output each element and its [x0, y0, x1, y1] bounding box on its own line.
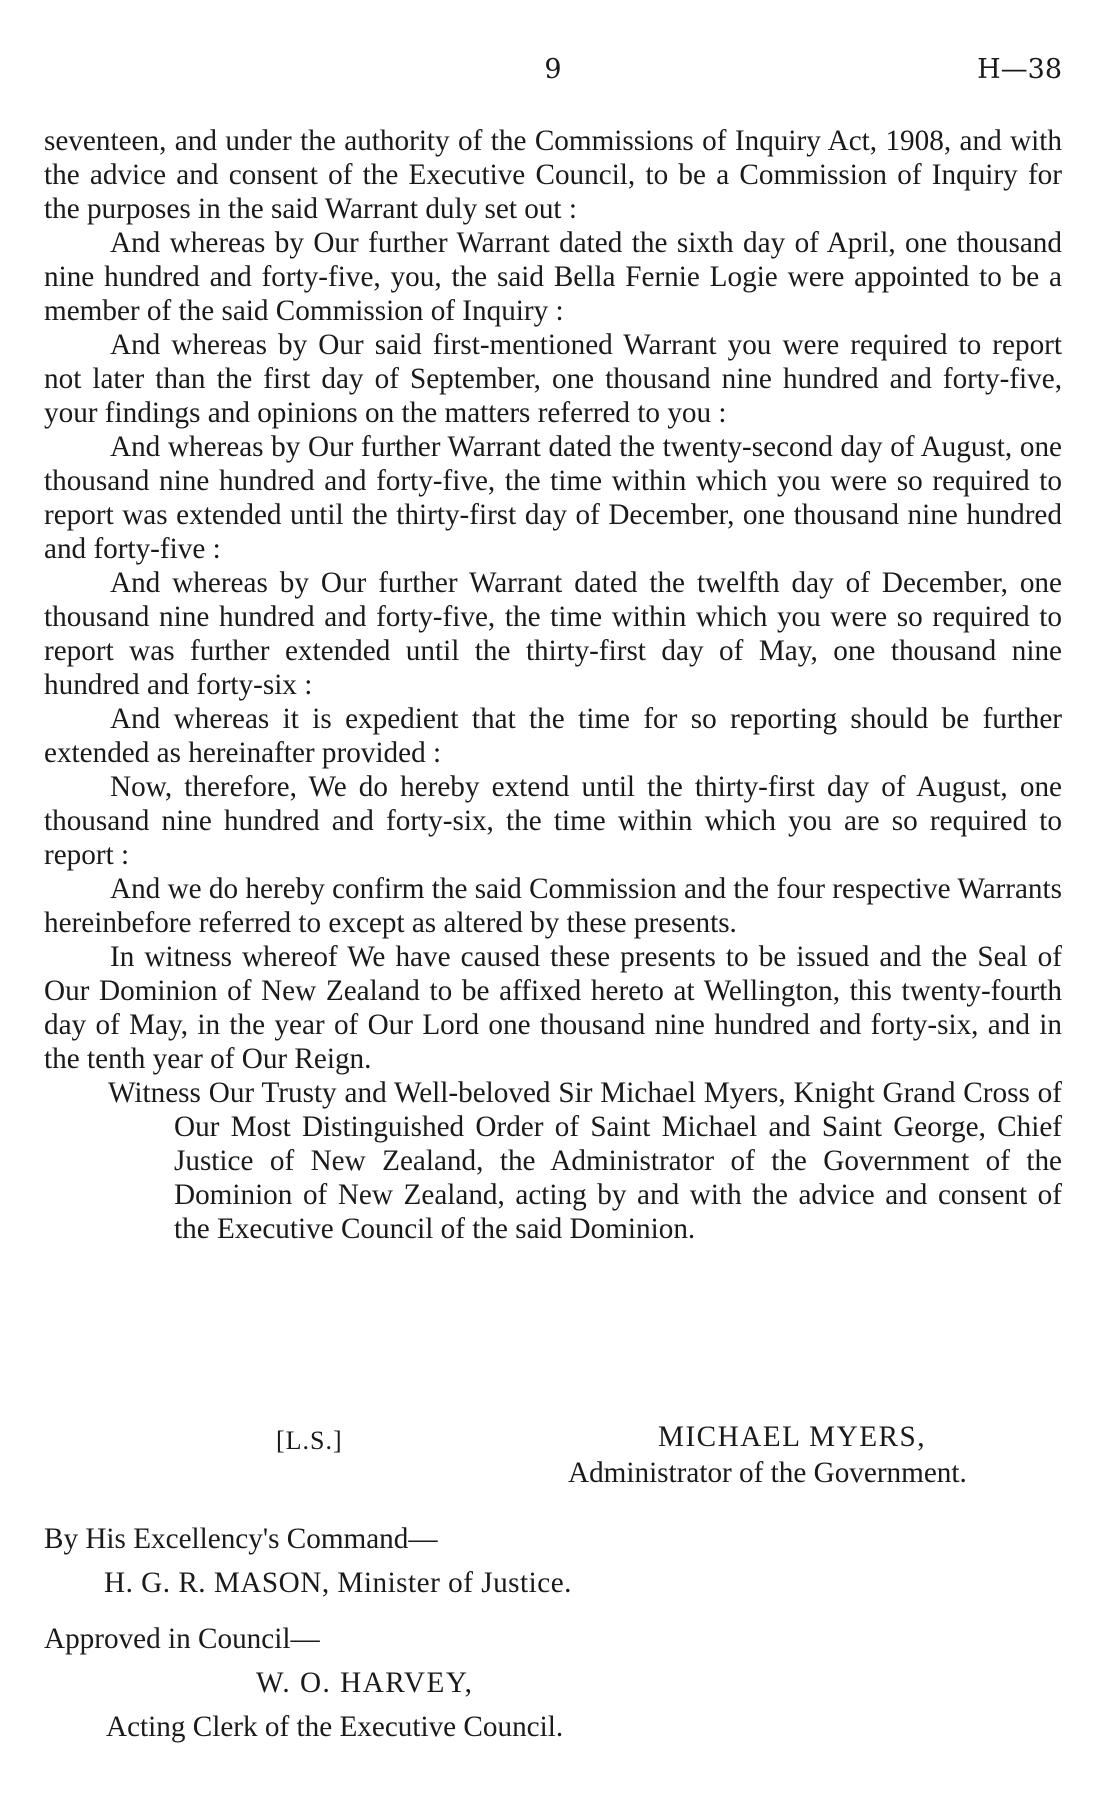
paragraph-expedient: And whereas it is expedient that the time for so reporting should be further extended as hereinafter provided : — [44, 703, 1062, 769]
paragraph-extension-august: Now, therefore, We do hereby extend until the thirty-first day of August, one thousand nine hundred and forty-six, the time within which you are so required to report : — [44, 771, 1062, 871]
paragraph-extension-may: And whereas by Our further Warrant dated the twelfth day of December, one thousand nine hundred and forty-five, the time within which you were so required to report was further extended until the thirty-first day of May, one thousand nine hundred and forty-six : — [44, 567, 1062, 701]
command-label: By His Excellency's Command— — [44, 1523, 438, 1555]
page-number: 9 — [544, 54, 562, 85]
warrant-body — [44, 124, 1062, 1246]
witness-clause: Witness Our Trusty and Well-beloved Sir Michael Myers, Knight Grand Cross of Our Most Distinguished Order of Saint Michael and Saint George, Chief Justice of New Zealand, the Administrator of the Government of the Dominion of New Zealand, acting by and with the advice and consent of the Executive Council of the said Dominion. — [108, 1077, 1062, 1245]
paragraph-continuation: seventeen, and under the authority of the Commissions of Inquiry Act, 1908, and with the advice and consent of the Executive Council, to be a Commission of Inquiry for the purposes in the said Warrant duly set out : — [44, 125, 1062, 225]
approval-label: Approved in Council— — [44, 1623, 320, 1655]
paragraph-extension-december: And whereas by Our further Warrant dated the twenty-second day of August, one thousand nine hundred and forty-five, the time within which you were so required to report was extended until the thirty-first day of December, one thousand nine hundred and forty-five : — [44, 431, 1062, 565]
administrator-title: Administrator of the Government. — [568, 1457, 967, 1489]
paragraph-report-requirement: And whereas by Our said first-mentioned Warrant you were required to report not later than the first day of September, one thousand nine hundred and forty-five, your findings and opinions on the matters referred to you : — [44, 329, 1062, 429]
paragraph-further-warrant-april: And whereas by Our further Warrant dated the sixth day of April, one thousand nine hundred and forty-five, you, the said Bella Fernie Logie were appointed to be a member of the said Commission of Inquiry : — [44, 227, 1062, 327]
command-signatory: H. G. R. MASON, Minister of Justice. — [104, 1567, 572, 1599]
seal-mark: [L.S.] — [276, 1426, 343, 1455]
page-header — [44, 54, 1062, 90]
document-reference: H—38 — [977, 54, 1062, 85]
paragraph-in-witness: In witness whereof We have caused these presents to be issued and the Seal of Our Dominion of New Zealand to be affixed hereto at Wellington, this twenty-fourth day of May, in the year of Our Lord one thousand nine hundred and forty-six, and in the tenth year of Our Reign. — [44, 941, 1062, 1075]
paragraph-confirmation: And we do hereby confirm the said Commission and the four respective Warrants hereinbefore referred to except as altered by these presents. — [44, 873, 1062, 939]
clerk-title: Acting Clerk of the Executive Council. — [106, 1711, 564, 1743]
administrator-name: MICHAEL MYERS, — [658, 1421, 927, 1453]
clerk-name: W. O. HARVEY, — [256, 1667, 474, 1699]
